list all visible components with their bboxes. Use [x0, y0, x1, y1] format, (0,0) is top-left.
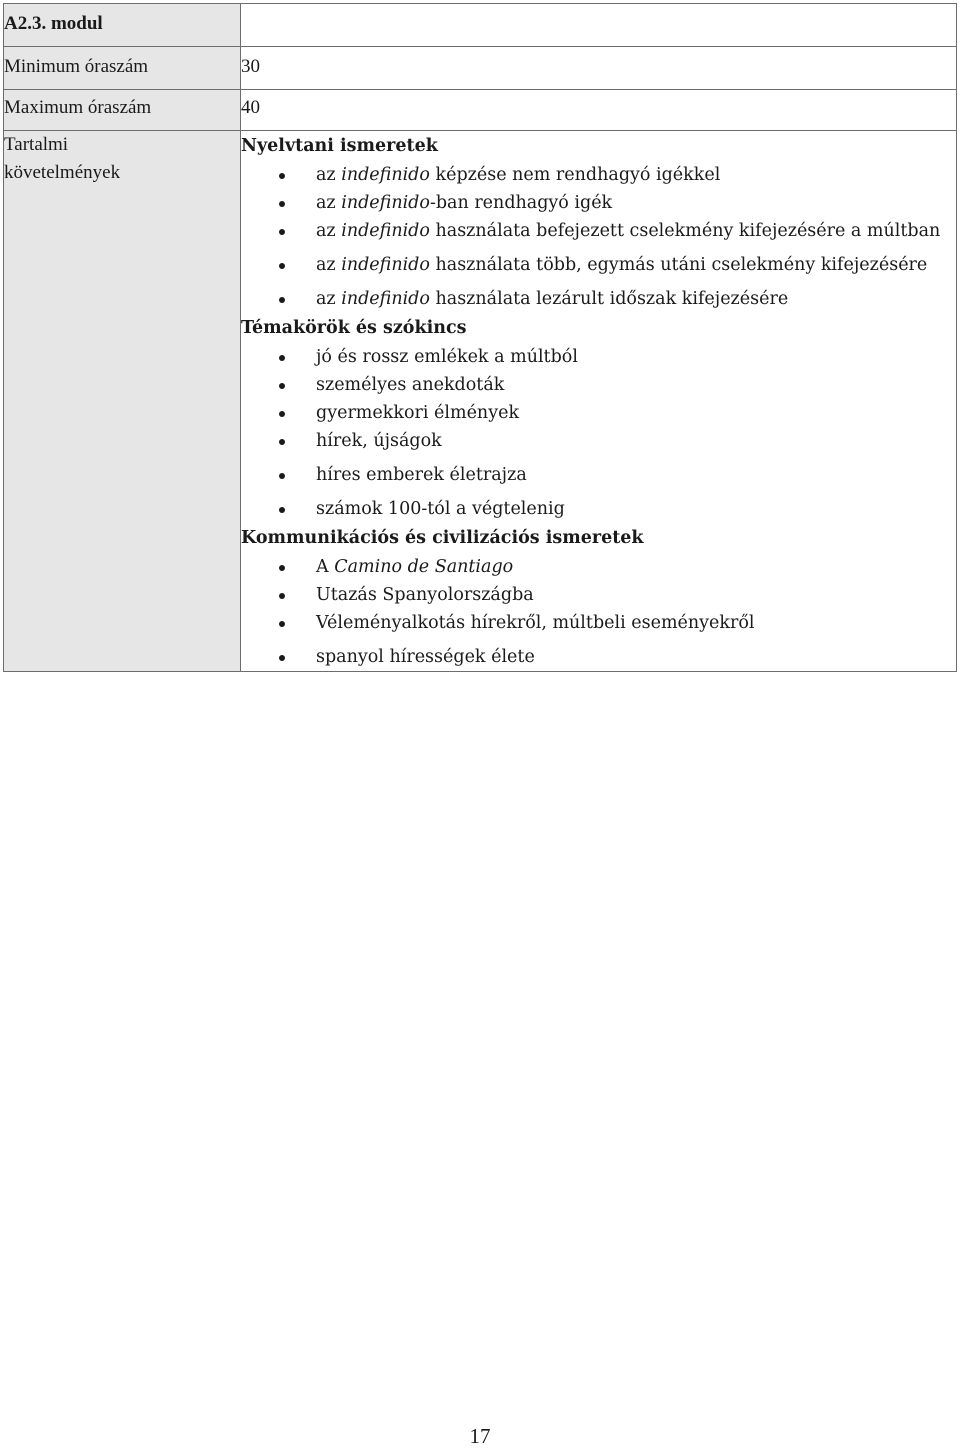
min-hours-row: [4, 47, 957, 90]
requirements-label-line1: Tartalmi: [4, 134, 69, 155]
topics-heading: Témakörök és szókincs: [241, 318, 467, 338]
max-hours-row: [4, 90, 957, 131]
list-item: az indefinido használata több, egymás utáni cselekmény kifejezésére: [241, 251, 956, 279]
topics-list: [241, 343, 956, 523]
list-item: jó és rossz emlékek a múltból: [241, 343, 956, 371]
list-item: gyermekkori élmények: [241, 399, 956, 427]
requirements-label: [4, 131, 241, 672]
list-item: híres emberek életrajza: [241, 461, 956, 489]
list-item: spanyol hírességek élete: [241, 643, 956, 671]
list-item: számok 100-tól a végtelenig: [241, 495, 956, 523]
requirements-content: [241, 131, 957, 672]
requirements-row: [4, 131, 957, 672]
module-title-value: [241, 4, 957, 47]
min-hours-value: 30: [241, 47, 957, 90]
list-item: Utazás Spanyolországba: [241, 581, 956, 609]
list-item: az indefinido használata befejezett cselekmény kifejezésére a múltban: [241, 217, 956, 245]
module-title-row: [4, 4, 957, 47]
list-item: személyes anekdoták: [241, 371, 956, 399]
max-hours-value: 40: [241, 90, 957, 131]
module-table: [3, 3, 957, 672]
requirements-label-line2: követelmények: [4, 162, 121, 183]
list-item: az indefinido képzése nem rendhagyó igékkel: [241, 161, 956, 189]
min-hours-label: Minimum óraszám: [4, 47, 241, 90]
communication-heading: Kommunikációs és civilizációs ismeretek: [241, 528, 644, 548]
list-item: hírek, újságok: [241, 427, 956, 455]
grammar-heading: Nyelvtani ismeretek: [241, 136, 438, 156]
communication-list: [241, 553, 956, 671]
max-hours-label: Maximum óraszám: [4, 90, 241, 131]
module-title: A2.3. modul: [4, 4, 241, 47]
grammar-list: [241, 161, 956, 313]
list-item: az indefinido-ban rendhagyó igék: [241, 189, 956, 217]
page-number: 17: [469, 1424, 491, 1448]
list-item: az indefinido használata lezárult időszak kifejezésére: [241, 285, 956, 313]
list-item: A Camino de Santiago: [241, 553, 956, 581]
list-item: Véleményalkotás hírekről, múltbeli eseményekről: [241, 609, 956, 637]
